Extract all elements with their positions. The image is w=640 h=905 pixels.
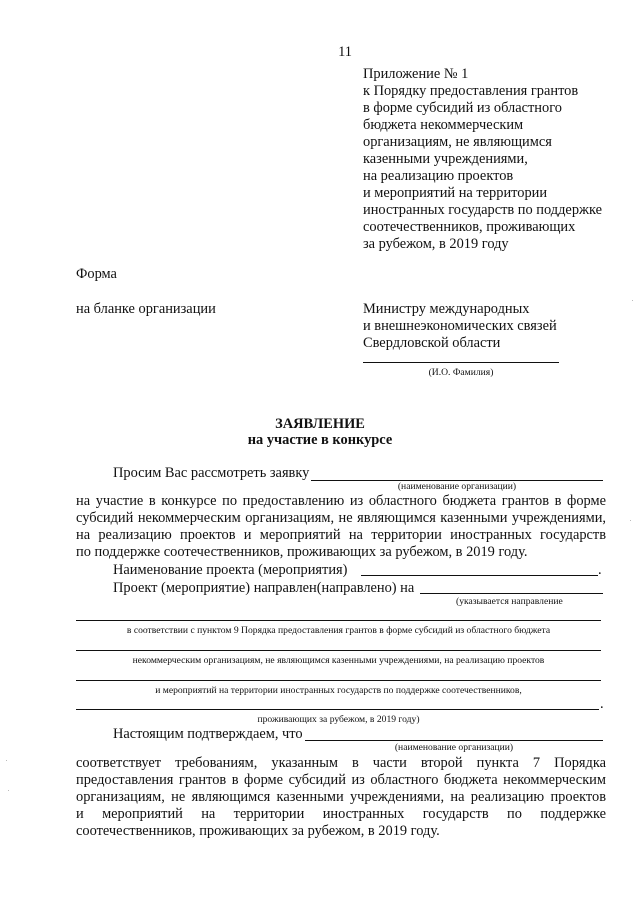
appendix-line: в форме субсидий из областного bbox=[363, 100, 562, 116]
addressee-name-hint: (И.О. Фамилия) bbox=[428, 367, 494, 378]
confirm-intro: Настоящим подтверждаем, что bbox=[113, 726, 303, 742]
appendix-line: на реализацию проектов bbox=[363, 168, 514, 184]
project-name-label: Наименование проекта (мероприятия) bbox=[113, 562, 348, 578]
confirm-organization-line bbox=[305, 740, 603, 741]
appendix-line: иностранных государств по поддержке bbox=[363, 202, 602, 218]
scan-speck bbox=[630, 520, 631, 521]
request-body-line: на реализацию проектов и мероприятий на территории иностранных государств bbox=[76, 527, 606, 543]
scan-speck bbox=[6, 760, 7, 761]
project-name-line bbox=[361, 575, 598, 576]
direction-line bbox=[76, 680, 601, 681]
appendix-line: Приложение № 1 bbox=[363, 66, 469, 82]
request-intro: Просим Вас рассмотреть заявку bbox=[113, 465, 310, 481]
direction-hint: и мероприятий на территории иностранных государств по поддержке соотечественников, bbox=[155, 685, 522, 696]
appendix-line: соотечественников, проживающих bbox=[363, 219, 576, 235]
confirm-body-line: организациям, не являющимся казенными учреждениями, на реализацию проектов bbox=[76, 789, 606, 805]
direction-line bbox=[76, 650, 601, 651]
appendix-block bbox=[363, 66, 602, 253]
direction-hint: (указывается направление bbox=[456, 596, 563, 607]
form-label: Форма bbox=[76, 266, 117, 282]
addressee-line: Свердловской области bbox=[363, 335, 501, 351]
appendix-line: казенными учреждениями, bbox=[363, 151, 528, 167]
project-direction-label: Проект (мероприятие) направлен(направлено) на bbox=[113, 580, 415, 596]
addressee-block bbox=[363, 301, 557, 352]
confirm-body-line: соотечественников, проживающих за рубежом, в 2019 году. bbox=[76, 823, 440, 839]
request-body-line: по поддержке соотечественников, проживающих за рубежом, в 2019 году. bbox=[76, 544, 528, 560]
confirm-body-line: предоставления грантов в форме субсидий из областного бюджета некоммерческим bbox=[76, 772, 606, 788]
document-title: ЗАЯВЛЕНИЕ bbox=[275, 416, 365, 432]
scan-speck bbox=[8, 790, 9, 791]
organization-name-hint: (наименование организации) bbox=[397, 481, 517, 492]
confirm-body-line: и мероприятий на территории иностранных государств по поддержке bbox=[76, 806, 606, 822]
request-body-line: субсидий некоммерческим организациям, не являющимся казенными учреждениями, bbox=[76, 510, 606, 526]
addressee-line: и внешнеэкономических связей bbox=[363, 318, 557, 334]
direction-hint: некоммерческим организациям, не являющимся казенными учреждениями, на реализацию проектов bbox=[132, 655, 545, 666]
direction-line bbox=[76, 709, 599, 710]
addressee-name-line bbox=[363, 362, 559, 363]
confirm-organization-hint: (наименование организации) bbox=[394, 742, 514, 753]
letterhead-label: на бланке организации bbox=[76, 301, 216, 317]
appendix-line: за рубежом, в 2019 году bbox=[363, 236, 509, 252]
document-subtitle: на участие в конкурсе bbox=[247, 432, 393, 448]
appendix-line: бюджета некоммерческим bbox=[363, 117, 524, 133]
appendix-line: и мероприятий на территории bbox=[363, 185, 548, 201]
direction-hint: в соответствии с пунктом 9 Порядка предоставления грантов в форме субсидий из областного бюджета bbox=[126, 625, 551, 636]
direction-line bbox=[76, 620, 601, 621]
appendix-line: к Порядку предоставления грантов bbox=[363, 83, 579, 99]
scan-speck bbox=[632, 300, 633, 301]
confirm-body-line: соответствует требованиям, указанным в части второй пункта 7 Порядка bbox=[76, 755, 606, 771]
request-body-line: на участие в конкурсе по предоставлению из областного бюджета грантов в форме bbox=[76, 493, 606, 509]
addressee-line: Министру международных bbox=[363, 301, 530, 317]
project-direction-line bbox=[420, 593, 603, 594]
page-number: 11 bbox=[338, 44, 352, 60]
direction-hint: проживающих за рубежом, в 2019 году) bbox=[257, 714, 420, 725]
appendix-line: организациям, не являющимся bbox=[363, 134, 552, 150]
